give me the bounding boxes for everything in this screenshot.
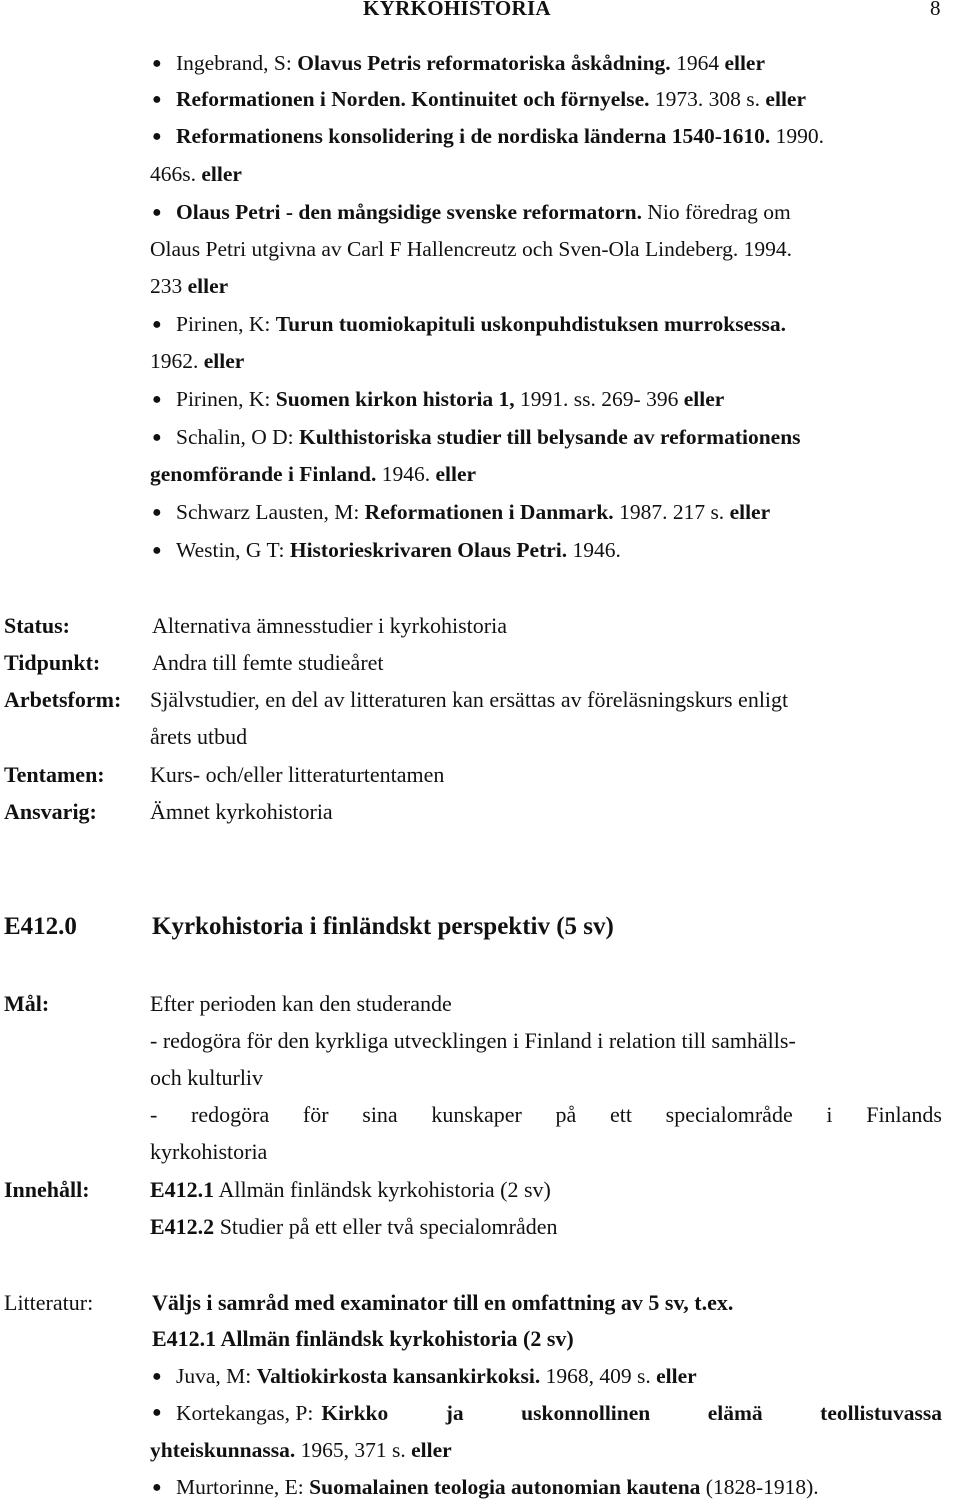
mal-goal-1: - redogöra för den kyrkliga utvecklingen i Finland i relation till samhälls- <box>150 1028 796 1053</box>
bullet-icon: ● <box>152 204 162 221</box>
arbetsform-value-continuation: årets utbud <box>150 724 248 749</box>
list-item-continuation: yhteiskunnassa. 1965, 371 s. eller <box>150 1438 452 1462</box>
litteratur-intro: Väljs i samråd med examinator till en omfattning av 5 sv, t.ex. <box>152 1290 734 1315</box>
arbetsform-label: Arbetsform: <box>4 687 122 712</box>
status-label: Status: <box>4 613 71 638</box>
list-item-continuation: 233 eller <box>150 274 229 298</box>
mal-label: Mål: <box>4 991 50 1016</box>
arbetsform-value: Självstudier, en del av litteraturen kan ersättas av föreläsningskurs enligt <box>150 687 789 712</box>
bullet-icon: ● <box>152 391 162 408</box>
list-item-continuation: 466s. eller <box>150 162 242 186</box>
list-item: ● Murtorinne, E: Suomalainen teologia autonomian kautena (1828-1918). <box>152 1472 819 1503</box>
ansvarig-value: Ämnet kyrkohistoria <box>150 799 333 824</box>
running-header-title: KYRKOHISTORIA <box>363 0 551 20</box>
bullet-icon: ● <box>152 1404 162 1421</box>
list-item: ● Ingebrand, S: Olavus Petris reformatoriska åskådning. 1964 eller <box>152 48 765 79</box>
list-item-continuation: Olaus Petri utgivna av Carl F Hallencreutz och Sven-Ola Lindeberg. 1994. <box>150 237 793 261</box>
list-item: ● Kortekangas, P: Kirkko ja uskonnollinen elämä teollistuvassa <box>152 1398 942 1428</box>
tentamen-label: Tentamen: <box>4 762 105 787</box>
course-code: E412.0 <box>4 913 77 940</box>
list-item-continuation: genomförande i Finland. 1946. eller <box>150 462 477 486</box>
bullet-icon: ● <box>152 1479 162 1496</box>
list-item: ● Schwarz Lausten, M: Reformationen i Danmark. 1987. 217 s. eller <box>152 497 770 528</box>
bullet-icon: ● <box>152 91 162 108</box>
bullet-icon: ● <box>152 55 162 72</box>
list-item: ● Reformationens konsolidering i de nordiska länderna 1540-1610. 1990. <box>152 121 824 152</box>
mal-goal-1-continuation: och kulturliv <box>150 1065 264 1090</box>
tidpunkt-label: Tidpunkt: <box>4 650 101 675</box>
list-item: ● Reformationen i Norden. Kontinuitet och förnyelse. 1973. 308 s. eller <box>152 84 806 115</box>
list-item: ● Juva, M: Valtiokirkosta kansankirkoksi. 1968, 409 s. eller <box>152 1361 697 1392</box>
tentamen-value: Kurs- och/eller litteraturtentamen <box>150 762 445 787</box>
bullet-icon: ● <box>152 128 162 145</box>
bullet-icon: ● <box>152 316 162 333</box>
mal-goal-2-continuation: kyrkohistoria <box>150 1139 268 1164</box>
bullet-icon: ● <box>152 504 162 521</box>
innehall-item: E412.2 Studier på ett eller två specialområden <box>150 1214 558 1239</box>
status-value: Alternativa ämnesstudier i kyrkohistoria <box>152 613 507 638</box>
list-item: ● Pirinen, K: Suomen kirkon historia 1, 1991. ss. 269- 396 eller <box>152 384 724 415</box>
bullet-icon: ● <box>152 1368 162 1385</box>
ansvarig-label: Ansvarig: <box>4 799 97 824</box>
bullet-icon: ● <box>152 429 162 446</box>
page-number: 8 <box>930 0 941 20</box>
innehall-item: E412.1 Allmän finländsk kyrkohistoria (2 sv) <box>150 1177 551 1202</box>
innehall-label: Innehåll: <box>4 1177 90 1202</box>
tidpunkt-value: Andra till femte studieåret <box>152 650 384 675</box>
list-item: ● Pirinen, K: Turun tuomiokapituli uskonpuhdistuksen murroksessa. <box>152 309 786 340</box>
litteratur-label: Litteratur: <box>4 1290 94 1315</box>
bullet-icon: ● <box>152 542 162 559</box>
litteratur-subheading: E412.1 Allmän finländsk kyrkohistoria (2 sv) <box>152 1326 574 1351</box>
list-item: ● Westin, G T: Historieskrivaren Olaus Petri. 1946. <box>152 535 621 566</box>
mal-goal-2: - redogöra för sina kunskaper på ett specialområde i Finlands <box>150 1102 942 1127</box>
course-title: Kyrkohistoria i finländskt perspektiv (5 sv) <box>152 913 614 940</box>
list-item: ● Olaus Petri - den mångsidige svenske reformatorn. Nio föredrag om <box>152 197 791 228</box>
mal-intro: Efter perioden kan den studerande <box>150 991 452 1016</box>
list-item-continuation: 1962. eller <box>150 349 245 373</box>
list-item: ● Schalin, O D: Kulthistoriska studier till belysande av reformationens <box>152 422 801 453</box>
